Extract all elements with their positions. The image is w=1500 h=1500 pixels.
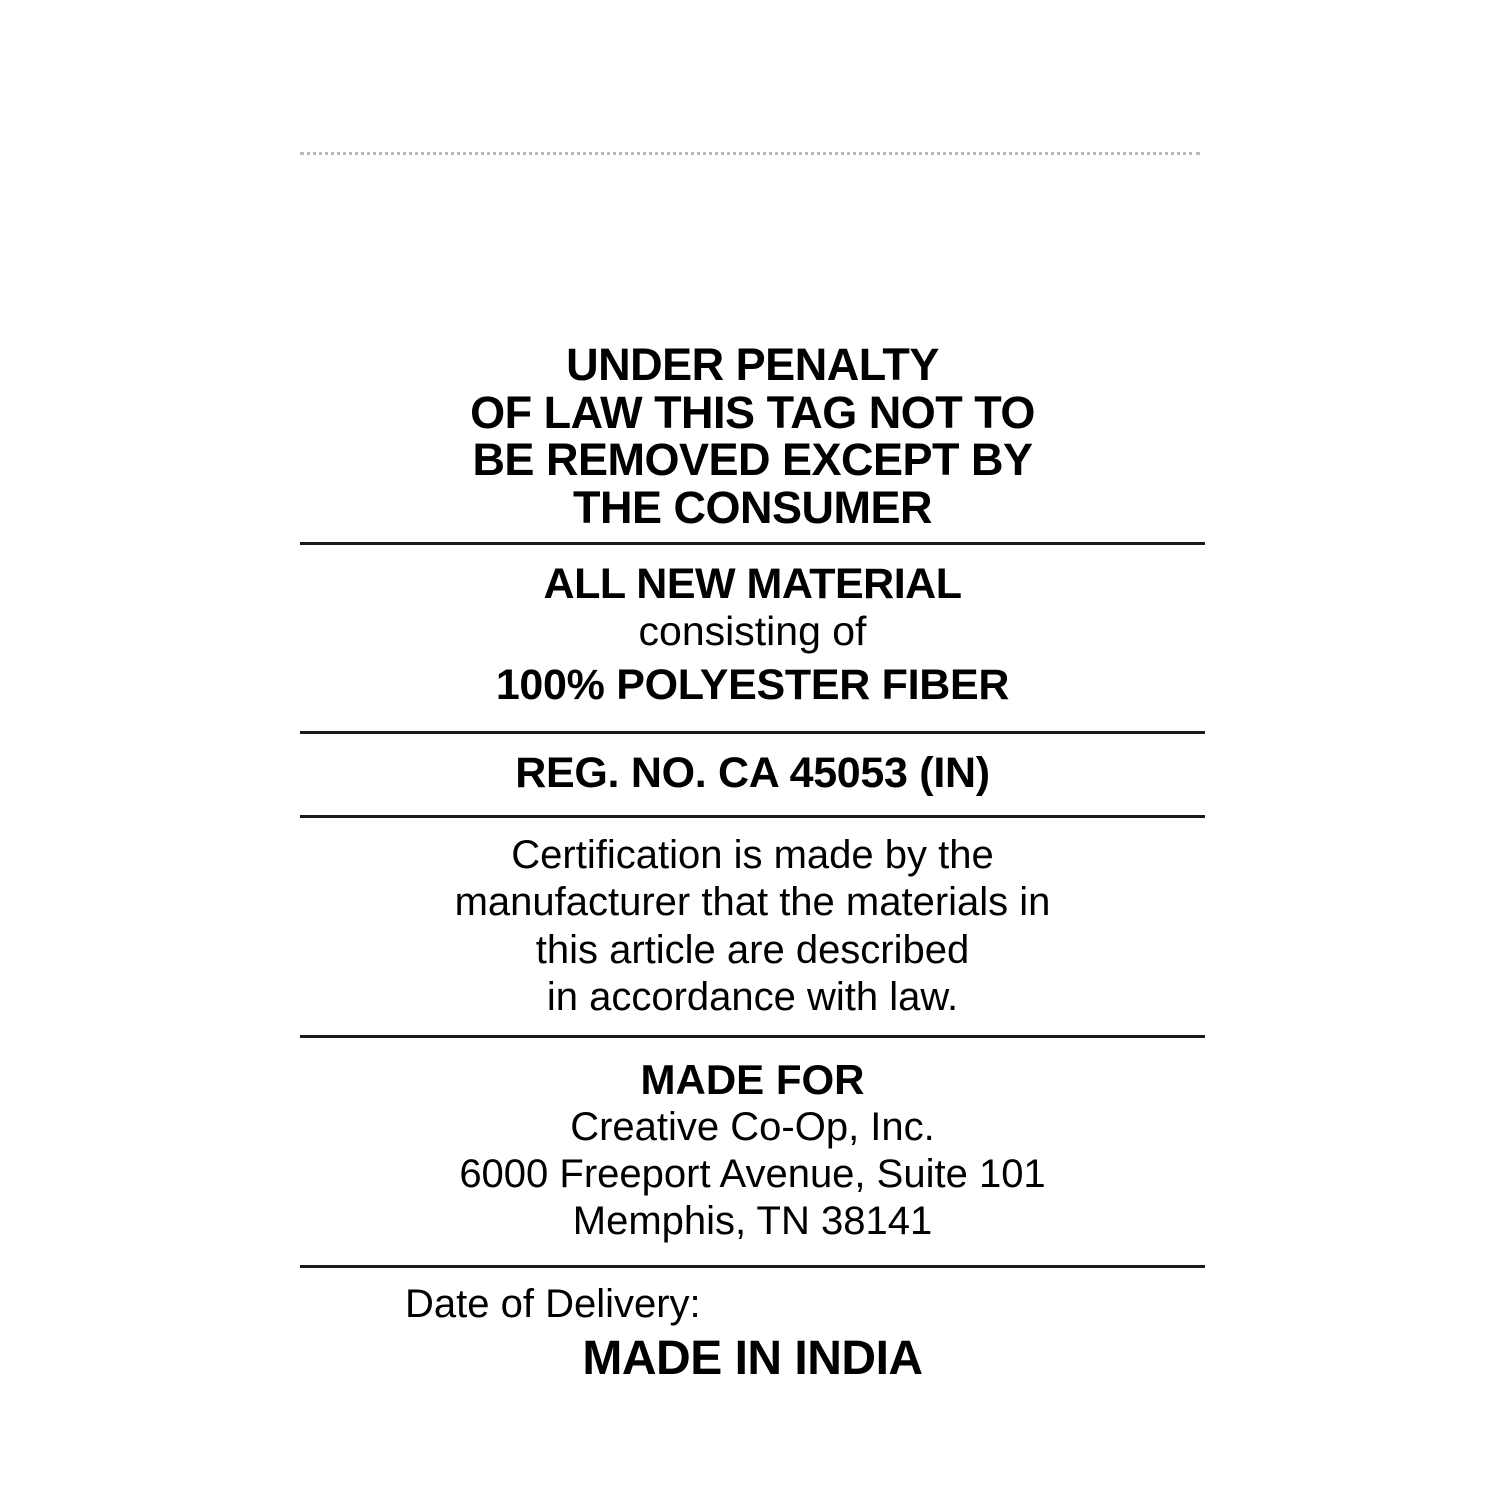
made-for-heading: MADE FOR xyxy=(640,1055,865,1103)
certification-statement xyxy=(300,818,1205,1035)
penalty-notice xyxy=(300,335,1205,542)
material-content: 100% POLYESTER FIBER xyxy=(495,661,1010,710)
penalty-line-1: UNDER PENALTY xyxy=(566,339,939,390)
perforation-dotted-line xyxy=(300,152,1200,159)
label-content xyxy=(300,335,1205,1387)
penalty-line-4: THE CONSUMER xyxy=(572,482,932,534)
certification-line-3: this article are described xyxy=(535,927,970,972)
date-of-delivery-field[interactable] xyxy=(300,1268,1205,1328)
penalty-line-3: BE REMOVED EXCEPT BY xyxy=(472,434,1033,486)
country-of-origin: MADE IN INDIA xyxy=(582,1331,923,1385)
certification-line-4: in accordance with law. xyxy=(546,974,959,1019)
made-for-address-line-2: Memphis, TN 38141 xyxy=(572,1198,933,1243)
material-heading: ALL NEW MATERIAL xyxy=(543,559,962,608)
material-subheading: consisting of xyxy=(638,608,867,655)
made-for-section xyxy=(300,1038,1205,1265)
penalty-line-2: OF LAW THIS TAG NOT TO xyxy=(470,386,1035,438)
certification-line-1: Certification is made by the xyxy=(511,833,994,878)
date-of-delivery-label: Date of Delivery: xyxy=(405,1281,701,1326)
made-for-company: Creative Co-Op, Inc. xyxy=(570,1105,935,1150)
material-section xyxy=(300,545,1205,731)
made-for-address xyxy=(300,1104,1205,1256)
certification-line-2: manufacturer that the materials in xyxy=(454,880,1051,925)
made-for-address-line-1: 6000 Freeport Avenue, Suite 101 xyxy=(459,1152,1046,1197)
registration-number: REG. NO. CA 45053 (IN) xyxy=(515,748,990,797)
